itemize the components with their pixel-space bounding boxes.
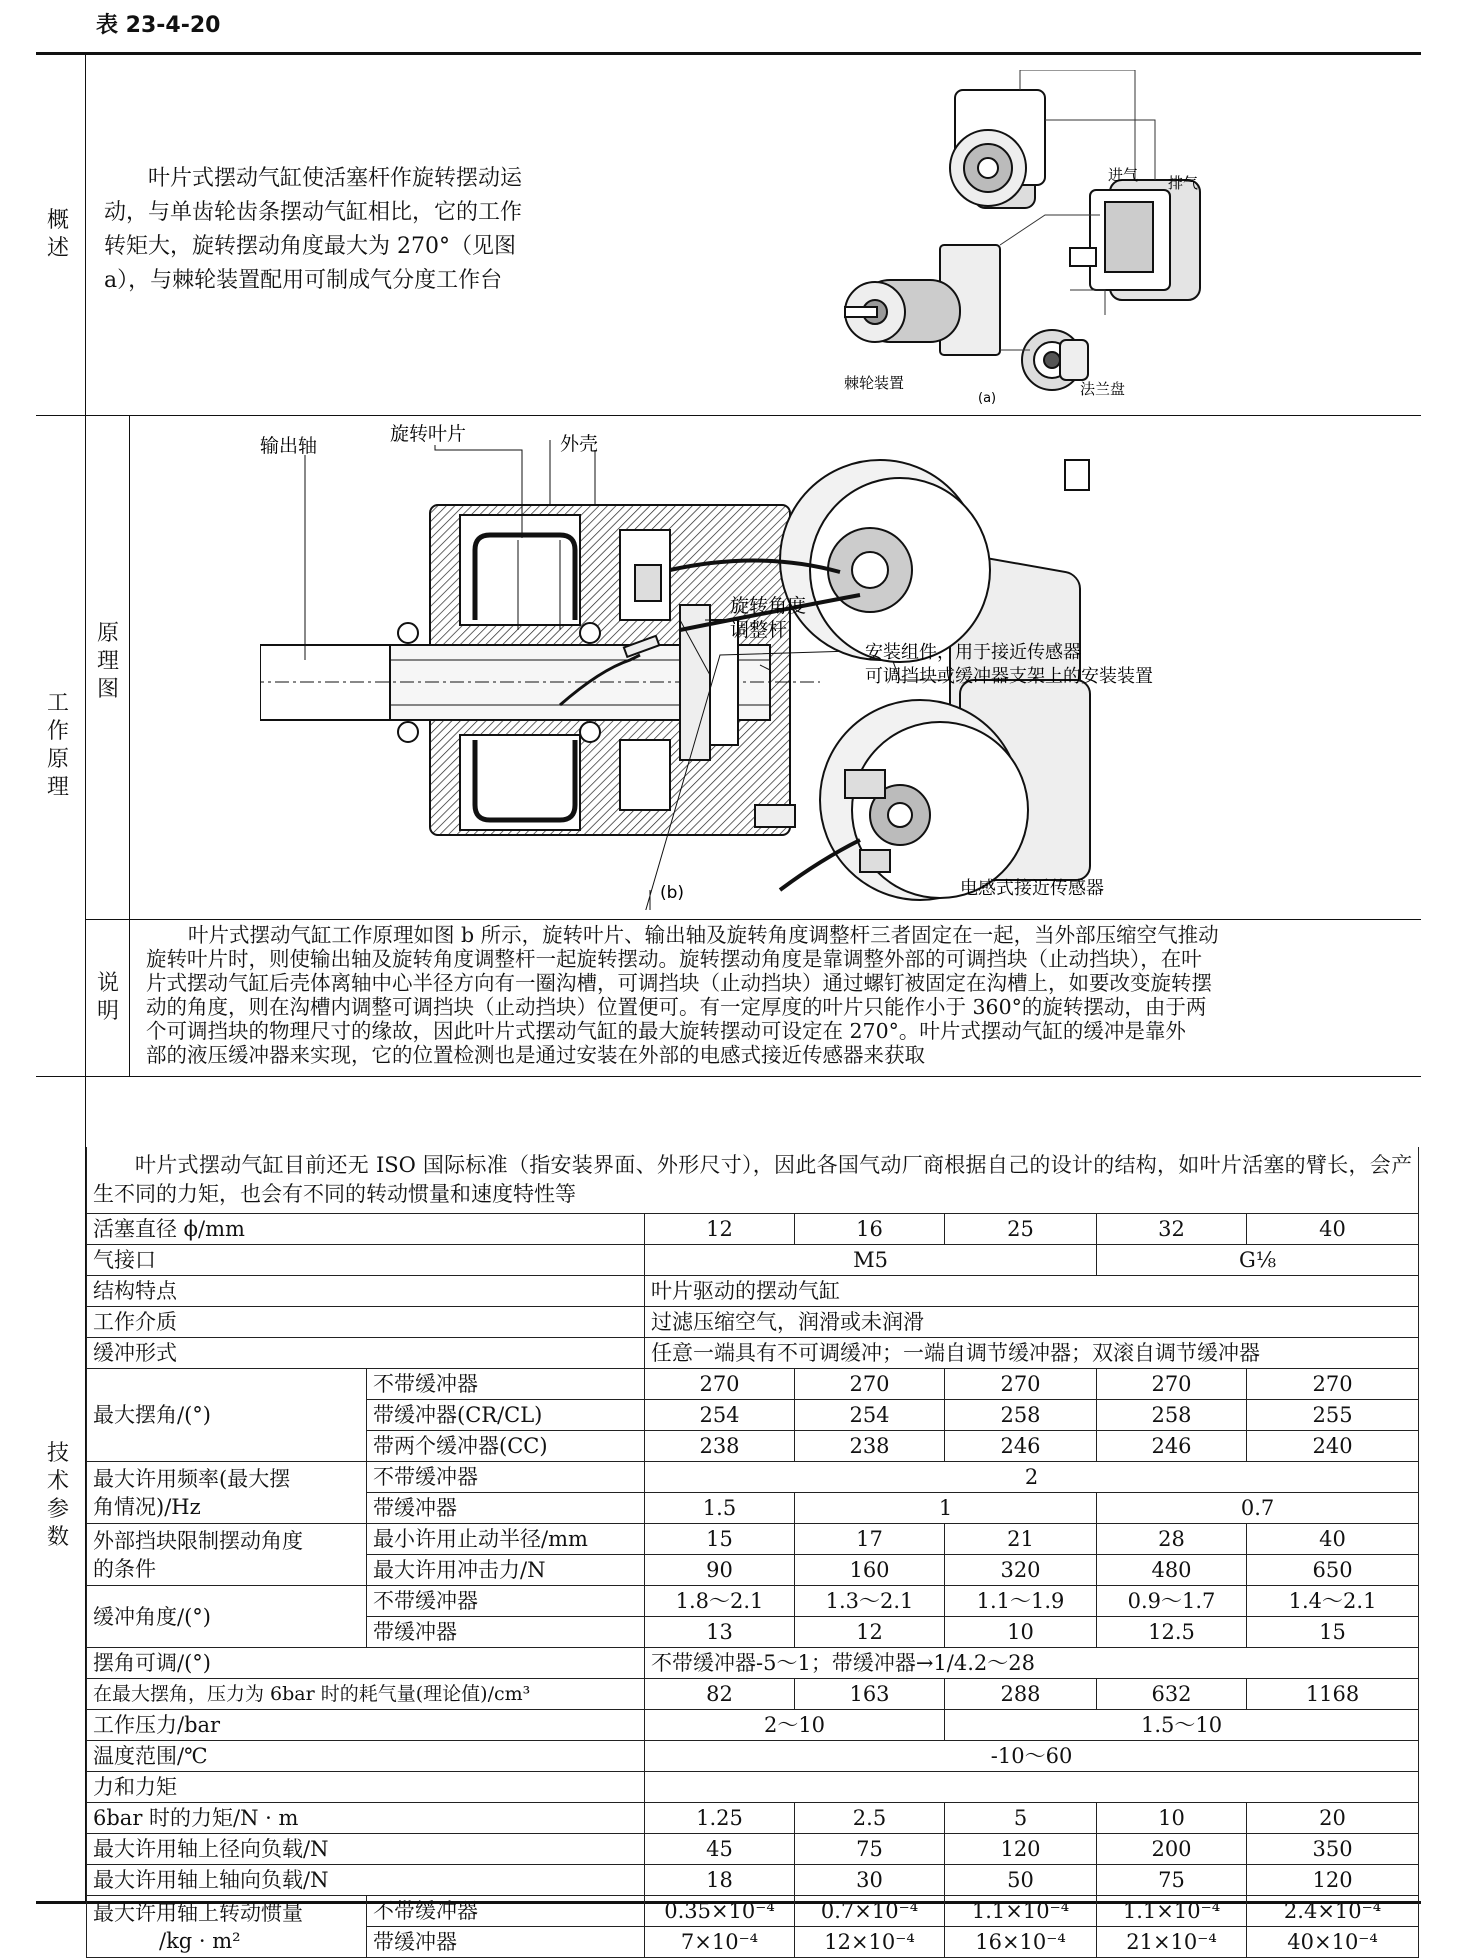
cell: 270 <box>945 1369 1097 1400</box>
cell: 21×10⁻⁴ <box>1097 1927 1247 1958</box>
cell: G⅛ <box>1097 1245 1419 1276</box>
cell: 246 <box>1097 1431 1247 1462</box>
cell: 75 <box>795 1834 945 1865</box>
row-label: 工作介质 <box>87 1307 645 1338</box>
row-label-explanation: 说明 <box>96 971 119 1024</box>
cell: 160 <box>795 1555 945 1586</box>
table-row <box>87 1772 1419 1803</box>
cell: 1.4～2.1 <box>1247 1586 1419 1617</box>
table-row <box>87 1648 1419 1679</box>
cell: 18 <box>645 1865 795 1896</box>
cell: 30 <box>795 1865 945 1896</box>
sub-label: 带缓冲器 <box>367 1493 645 1524</box>
label-rotating-vane: 旋转叶片 <box>390 423 467 445</box>
row-label: 力和力矩 <box>87 1772 645 1803</box>
label-exhaust: 排气 <box>1168 174 1199 192</box>
table-row <box>87 1276 1419 1307</box>
explanation-line: 叶片式摆动气缸工作原理如图 b 所示，旋转叶片、输出轴及旋转角度调整杆三者固定在一起，当外部压缩空气推动 <box>188 923 1219 947</box>
table-row <box>87 1710 1419 1741</box>
sub-label: 不带缓冲器 <box>367 1369 645 1400</box>
rotary-actuator-top <box>950 90 1045 208</box>
overview-line: 叶片式摆动气缸使活塞杆作旋转摆动运 <box>148 166 523 191</box>
label-ratchet: 棘轮装置 <box>844 374 905 392</box>
cell: 238 <box>795 1431 945 1462</box>
cell: 258 <box>1097 1400 1247 1431</box>
label-fig-a: (a) <box>978 391 997 406</box>
cell: 17 <box>795 1524 945 1555</box>
table-row <box>87 1245 1419 1276</box>
cell: 200 <box>1097 1834 1247 1865</box>
cell: 32 <box>1097 1214 1247 1245</box>
sub-label: 最大许用冲击力/N <box>367 1555 645 1586</box>
table-row <box>87 1865 1419 1896</box>
row-label: 气接口 <box>87 1245 645 1276</box>
label-fig-b: (b) <box>660 883 685 903</box>
figure-b <box>260 420 1320 910</box>
cell: 0.7 <box>1097 1493 1419 1524</box>
label-inlet: 进气 <box>1108 166 1139 184</box>
explanation-line: 片式摆动气缸后壳体离轴中心半径方向有一圈沟槽，可调挡块（止动挡块）通过螺钉被固定在沟槽上，如要改变旋转摆 <box>146 971 1212 995</box>
sub-label: 不带缓冲器 <box>367 1462 645 1493</box>
sub-label: 不带缓冲器 <box>367 1896 645 1927</box>
cell: 40 <box>1247 1214 1419 1245</box>
cell: 0.35×10⁻⁴ <box>645 1896 795 1927</box>
cell: 13 <box>645 1617 795 1648</box>
sub-label: 带缓冲器 <box>367 1927 645 1958</box>
cell: 1.8～2.1 <box>645 1586 795 1617</box>
cell: 163 <box>795 1679 945 1710</box>
table-row <box>87 1834 1419 1865</box>
cell: 240 <box>1247 1431 1419 1462</box>
cell: 288 <box>945 1679 1097 1710</box>
row-label-diagram: 原理图 <box>96 621 119 702</box>
explanation-line: 个可调挡块的物理尺寸的缘故，因此叶片式摆动气缸的最大旋转摆动可设定在 270°。叶片式摆动气缸的缓冲是靠外 <box>146 1019 1186 1043</box>
row-label-line: 角情况)/Hz <box>93 1494 201 1519</box>
cell: 12 <box>645 1214 795 1245</box>
cell: 632 <box>1097 1679 1247 1710</box>
row-label <box>87 1524 367 1586</box>
cell: 238 <box>645 1431 795 1462</box>
cell: 28 <box>1097 1524 1247 1555</box>
cell: 1.1×10⁻⁴ <box>945 1896 1097 1927</box>
cell: 270 <box>795 1369 945 1400</box>
table-title: 表 23-4-20 <box>96 13 221 38</box>
cell: 254 <box>795 1400 945 1431</box>
cell: 16×10⁻⁴ <box>945 1927 1097 1958</box>
cell: -10～60 <box>645 1741 1419 1772</box>
cell: 12.5 <box>1097 1617 1247 1648</box>
divider-overview <box>36 415 1421 416</box>
sectional-view <box>260 505 820 835</box>
cell: 90 <box>645 1555 795 1586</box>
row-label-line: /kg · m² <box>159 1928 241 1953</box>
cell: 2 <box>645 1462 1419 1493</box>
cell: 0.9～1.7 <box>1097 1586 1247 1617</box>
row-label: 最大摆角/(°) <box>87 1369 367 1462</box>
table-row <box>87 1338 1419 1369</box>
ratchet-device <box>845 245 1000 355</box>
cell: 45 <box>645 1834 795 1865</box>
cell: 120 <box>945 1834 1097 1865</box>
cell: 75 <box>1097 1865 1247 1896</box>
cell: 50 <box>945 1865 1097 1896</box>
label-adjust-rod-2: 调整杆 <box>730 619 788 641</box>
cell: 不带缓冲器-5～1；带缓冲器→1/4.2～28 <box>645 1648 1419 1679</box>
cell: 2～10 <box>645 1710 945 1741</box>
cell: 40 <box>1247 1524 1419 1555</box>
cell: 5 <box>945 1803 1097 1834</box>
label-flange: 法兰盘 <box>1080 380 1126 398</box>
overview-line: 动，与单齿轮齿条摆动气缸相比，它的工作 <box>104 200 523 225</box>
explanation-text <box>146 923 1414 1067</box>
row-label-overview: 概述 <box>46 208 69 261</box>
cell: 320 <box>945 1555 1097 1586</box>
table-row <box>87 1896 1419 1927</box>
overview-text <box>104 162 584 298</box>
table-row <box>87 1369 1419 1400</box>
table-row <box>87 1741 1419 1772</box>
divider-principle <box>36 1076 1421 1077</box>
row-label: 结构特点 <box>87 1276 645 1307</box>
cell: 2.4×10⁻⁴ <box>1247 1896 1419 1927</box>
row-label: 工作压力/bar <box>87 1710 645 1741</box>
label-mount-kit: 安装组件，用于接近传感器 <box>865 642 1081 663</box>
cell: 270 <box>1247 1369 1419 1400</box>
cell: 过滤压缩空气，润滑或未润滑 <box>645 1307 1419 1338</box>
cell: 15 <box>1247 1617 1419 1648</box>
cell: 1 <box>795 1493 1097 1524</box>
cell: 254 <box>645 1400 795 1431</box>
row-label: 最大许用轴上径向负载/N <box>87 1834 645 1865</box>
cell <box>645 1772 1419 1803</box>
top-rule <box>36 52 1421 55</box>
cell: 480 <box>1097 1555 1247 1586</box>
table-row <box>87 1803 1419 1834</box>
cell: 12 <box>795 1617 945 1648</box>
label-output-shaft: 输出轴 <box>260 435 318 457</box>
row-label-line: 外部挡块限制摆动角度 <box>93 1528 303 1553</box>
cell: 任意一端具有不可调缓冲；一端自调节缓冲器；双滚自调节缓冲器 <box>645 1338 1419 1369</box>
cell: 10 <box>945 1617 1097 1648</box>
cell: M5 <box>645 1245 1097 1276</box>
label-housing: 外壳 <box>560 433 599 455</box>
figure-a <box>790 70 1230 410</box>
cell: 25 <box>945 1214 1097 1245</box>
table-row <box>87 1214 1419 1245</box>
cell: 350 <box>1247 1834 1419 1865</box>
cell: 16 <box>795 1214 945 1245</box>
cell: 7×10⁻⁴ <box>645 1927 795 1958</box>
cell: 255 <box>1247 1400 1419 1431</box>
cell: 12×10⁻⁴ <box>795 1927 945 1958</box>
cell: 40×10⁻⁴ <box>1247 1927 1419 1958</box>
tech-intro: 叶片式摆动气缸目前还无 ISO 国际标准（指安装界面、外形尺寸），因此各国气动厂商根据自己的设计的结构，如叶片活塞的臂长，会产生不同的力矩，也会有不同的转动惯量和速度特性等 <box>87 1147 1419 1214</box>
row-label-line: 的条件 <box>93 1556 156 1581</box>
explanation-line: 旋转叶片时，则使输出轴及旋转角度调整杆一起旋转摆动。旋转摆动角度是靠调整外部的可调挡块（止动挡块），在叶 <box>146 947 1202 971</box>
cell: 15 <box>645 1524 795 1555</box>
rotary-actuator-right <box>1070 180 1200 300</box>
cell: 270 <box>645 1369 795 1400</box>
row-label: 最大许用轴上轴向负载/N <box>87 1865 645 1896</box>
table-row <box>87 1679 1419 1710</box>
cell: 270 <box>1097 1369 1247 1400</box>
flange-plate <box>1022 330 1088 390</box>
cell: 1.5～10 <box>945 1710 1419 1741</box>
row-label-principle: 工作原理 <box>46 691 69 800</box>
row-label: 摆角可调/(°) <box>87 1648 645 1679</box>
cell: 2.5 <box>795 1803 945 1834</box>
tech-params-table <box>86 1147 1419 1958</box>
cell: 1.5 <box>645 1493 795 1524</box>
cell: 1168 <box>1247 1679 1419 1710</box>
cell: 120 <box>1247 1865 1419 1896</box>
sub-label: 不带缓冲器 <box>367 1586 645 1617</box>
overview-line: 转矩大，旋转摆动角度最大为 270°（见图 <box>104 234 516 259</box>
row-label <box>87 1896 367 1958</box>
cell: 0.7×10⁻⁴ <box>795 1896 945 1927</box>
table-row <box>87 1307 1419 1338</box>
table-row <box>87 1524 1419 1555</box>
cell: 叶片驱动的摆动气缸 <box>645 1276 1419 1307</box>
explanation-line: 部的液压缓冲器来实现，它的位置检测也是通过安装在外部的电感式接近传感器来获取 <box>146 1043 925 1067</box>
cell: 1.3～2.1 <box>795 1586 945 1617</box>
divider-explanation <box>86 919 1421 920</box>
label-adjust-rod-1: 旋转角度 <box>730 595 807 617</box>
cell: 21 <box>945 1524 1097 1555</box>
cell: 1.1×10⁻⁴ <box>1097 1896 1247 1927</box>
row-label-tech: 技术参数 <box>46 1441 69 1550</box>
cell: 246 <box>945 1431 1097 1462</box>
label-mount-device: 可调挡块或缓冲器支架上的安装装置 <box>865 666 1153 687</box>
sub-label: 最小许用止动半径/mm <box>367 1524 645 1555</box>
row-label: 温度范围/℃ <box>87 1741 645 1772</box>
row-label: 6bar 时的力矩/N · m <box>87 1803 645 1834</box>
row-label: 在最大摆角，压力为 6bar 时的耗气量(理论值)/cm³ <box>87 1679 645 1710</box>
row-label <box>87 1462 367 1524</box>
sub-label: 带缓冲器 <box>367 1617 645 1648</box>
explanation-line: 动的角度，则在沟槽内调整可调挡块（止动挡块）位置便可。有一定厚度的叶片只能作小于 360°的旋转摆动，由于两 <box>146 995 1207 1019</box>
cell: 20 <box>1247 1803 1419 1834</box>
table-row <box>87 1586 1419 1617</box>
overview-line: a），与棘轮装置配用可制成气分度工作台 <box>104 268 503 293</box>
sub-label: 带缓冲器(CR/CL) <box>367 1400 645 1431</box>
row-label: 缓冲角度/(°) <box>87 1586 367 1648</box>
cell: 650 <box>1247 1555 1419 1586</box>
cell: 1.25 <box>645 1803 795 1834</box>
row-label: 缓冲形式 <box>87 1338 645 1369</box>
cell: 1.1～1.9 <box>945 1586 1097 1617</box>
sublabel-column-rule <box>129 415 130 1077</box>
cell: 10 <box>1097 1803 1247 1834</box>
row-label-line: 最大许用轴上转动惯量 <box>93 1900 303 1925</box>
row-label: 活塞直径 ϕ/mm <box>87 1214 645 1245</box>
cell: 82 <box>645 1679 795 1710</box>
row-label-line: 最大许用频率(最大摆 <box>93 1466 291 1491</box>
sub-label: 带两个缓冲器(CC) <box>367 1431 645 1462</box>
label-inductive-sensor: 电感式接近传感器 <box>960 878 1104 899</box>
table-row <box>87 1462 1419 1493</box>
cell: 258 <box>945 1400 1097 1431</box>
